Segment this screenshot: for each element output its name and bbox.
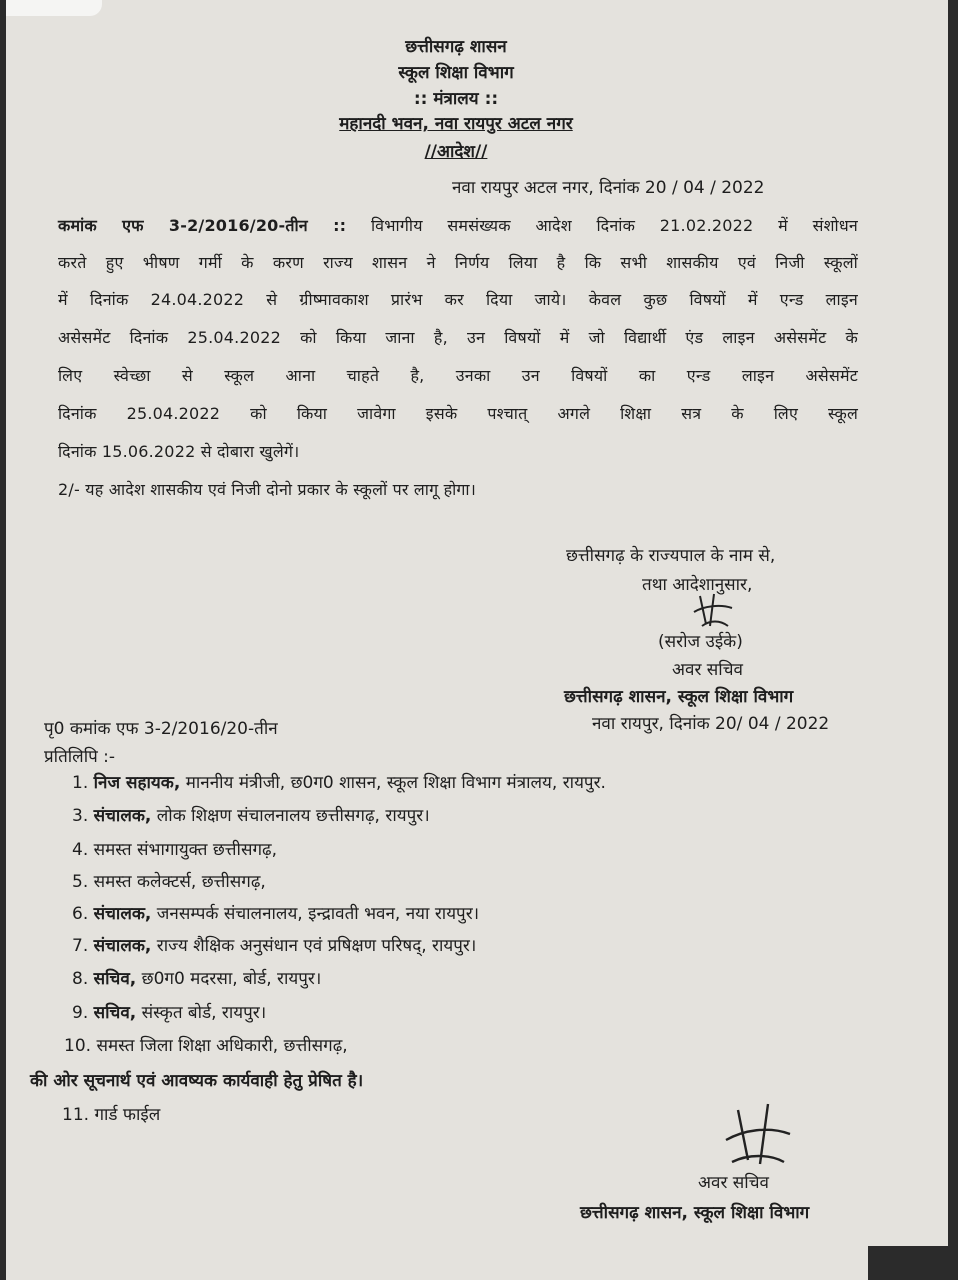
cc-item-7 xyxy=(72,933,476,956)
order-point-2: 2/- यह आदेश शासकीय एवं निजी दोनो प्रकार के स्कूलों पर लागू होगा। xyxy=(58,480,477,499)
order-line-5: लिए स्वेच्छा से स्कूल आना चाहते है, उनका उन विषयों का एन्ड लाइन असेसमेंट xyxy=(58,366,858,385)
cc-item-number: 6. xyxy=(72,904,89,924)
cc-item-bold: संचालक, xyxy=(93,806,152,826)
copy-label: प्रतिलिपि :- xyxy=(44,747,116,767)
cc-item-number: 5. xyxy=(72,872,89,892)
order-line-1 xyxy=(58,214,858,236)
top-left-overlay xyxy=(6,0,102,16)
header-ministry: :: मंत्रालय :: xyxy=(413,89,499,109)
order-line-7: दिनांक 15.06.2022 से दोबारा खुलेगें। xyxy=(58,442,300,461)
cc-item-text: समस्त कलेक्टर्स, छत्तीसगढ़, xyxy=(93,872,266,892)
cc-item-text: राज्य शैक्षिक अनुसंधान एवं प्रषिक्षण परिषद्, रायपुर। xyxy=(151,936,477,956)
signature1-designation: अवर सचिव xyxy=(672,660,743,680)
cc-item-number: 10. xyxy=(64,1036,92,1056)
cc-item-text: छ0ग0 मदरसा, बोर्ड, रायपुर। xyxy=(136,969,322,989)
signature2-scribble xyxy=(718,1100,798,1170)
signature2-designation: अवर सचिव xyxy=(698,1173,769,1193)
cc-item-text: जनसम्पर्क संचालनालय, इन्द्रावती भवन, नया रायपुर। xyxy=(151,904,480,924)
cc-item-number: 4. xyxy=(72,840,89,860)
cc-item-9 xyxy=(72,1000,266,1023)
header-address: महानदी भवन, नवा रायपुर अटल नगर xyxy=(339,114,573,134)
order-text: विभागीय समसंख्यक आदेश दिनांक 21.02.2022 में संशोधन xyxy=(371,216,858,235)
cc-item-text: संस्कृत बोर्ड, रायपुर। xyxy=(136,1003,267,1023)
signature1-date: नवा रायपुर, दिनांक 20/ 04 / 2022 xyxy=(592,714,830,734)
endorsement-number: पृ0 कमांक एफ 3-2/2016/20-तीन xyxy=(44,719,278,739)
signature1-department: छत्तीसगढ़ शासन, स्कूल शिक्षा विभाग xyxy=(564,687,794,707)
header-department: स्कूल शिक्षा विभाग xyxy=(398,63,514,83)
cc-item-text: समस्त जिला शिक्षा अधिकारी, छत्तीसगढ़, xyxy=(96,1036,348,1056)
order-line-2: करते हुए भीषण गर्मी के करण राज्य शासन ने निर्णय लिया है कि सभी शासकीय एवं निजी स्कूलों xyxy=(58,253,858,272)
cc-item-number: 1. xyxy=(72,773,89,793)
cc-item-bold: सचिव, xyxy=(93,1003,137,1023)
signature1-scribble xyxy=(690,590,736,630)
cc-item-11: 11. गार्ड फाईल xyxy=(62,1105,161,1125)
forward-note: की ओर सूचनार्थ एवं आवष्यक कार्यवाही हेतु प्रेषित है। xyxy=(30,1071,364,1091)
cc-item-1 xyxy=(72,770,606,793)
cc-item-bold: निज सहायक, xyxy=(93,773,181,793)
cc-item-number: 7. xyxy=(72,936,89,956)
cc-item-5 xyxy=(72,869,266,892)
order-line-6: दिनांक 25.04.2022 को किया जावेगा इसके पश्चात् अगले शिक्षा सत्र के लिए स्कूल xyxy=(58,404,858,423)
cc-item-10 xyxy=(64,1033,348,1056)
cc-item-8 xyxy=(72,966,321,989)
order-line-4: असेसमेंट दिनांक 25.04.2022 को किया जाना है, उन विषयों में जो विद्यार्थी एंड लाइन असेसमेंट के xyxy=(58,328,858,347)
cc-item-number: 9. xyxy=(72,1003,89,1023)
document-page xyxy=(6,0,948,1280)
cc-item-bold: सचिव, xyxy=(93,969,137,989)
signature1-governor-line: छत्तीसगढ़ के राज्यपाल के नाम से, xyxy=(566,546,776,566)
signature1-name: (सरोज उईके) xyxy=(658,632,743,652)
cc-item-text: माननीय मंत्रीजी, छ0ग0 शासन, स्कूल शिक्षा विभाग मंत्रालय, रायपुर. xyxy=(180,773,606,793)
cc-item-bold: संचालक, xyxy=(93,904,152,924)
cc-item-6 xyxy=(72,901,479,924)
cc-item-text: समस्त संभागायुक्त छत्तीसगढ़, xyxy=(93,840,277,860)
cc-item-bold: संचालक, xyxy=(93,936,152,956)
signature2-department: छत्तीसगढ़ शासन, स्कूल शिक्षा विभाग xyxy=(580,1203,810,1223)
header-govt: छत्तीसगढ़ शासन xyxy=(405,37,507,57)
order-number: कमांक एफ 3-2/2016/20-तीन :: xyxy=(58,216,347,235)
cc-item-number: 3. xyxy=(72,806,89,826)
cc-item-number: 8. xyxy=(72,969,89,989)
bottom-right-overlay xyxy=(868,1246,948,1280)
cc-item-text: लोक शिक्षण संचालनालय छत्तीसगढ़, रायपुर। xyxy=(151,806,430,826)
signature1-order-line: तथा आदेशानुसार, xyxy=(642,575,753,595)
order-line-3: में दिनांक 24.04.2022 से ग्रीष्मावकाश प्रारंभ कर दिया जाये। केवल कुछ विषयों में एन्ड लाइन xyxy=(58,290,858,309)
header-order-title: //आदेश// xyxy=(424,142,488,162)
cc-item-3 xyxy=(72,803,430,826)
cc-item-4 xyxy=(72,837,277,860)
order-date: नवा रायपुर अटल नगर, दिनांक 20 / 04 / 2022 xyxy=(452,178,765,198)
